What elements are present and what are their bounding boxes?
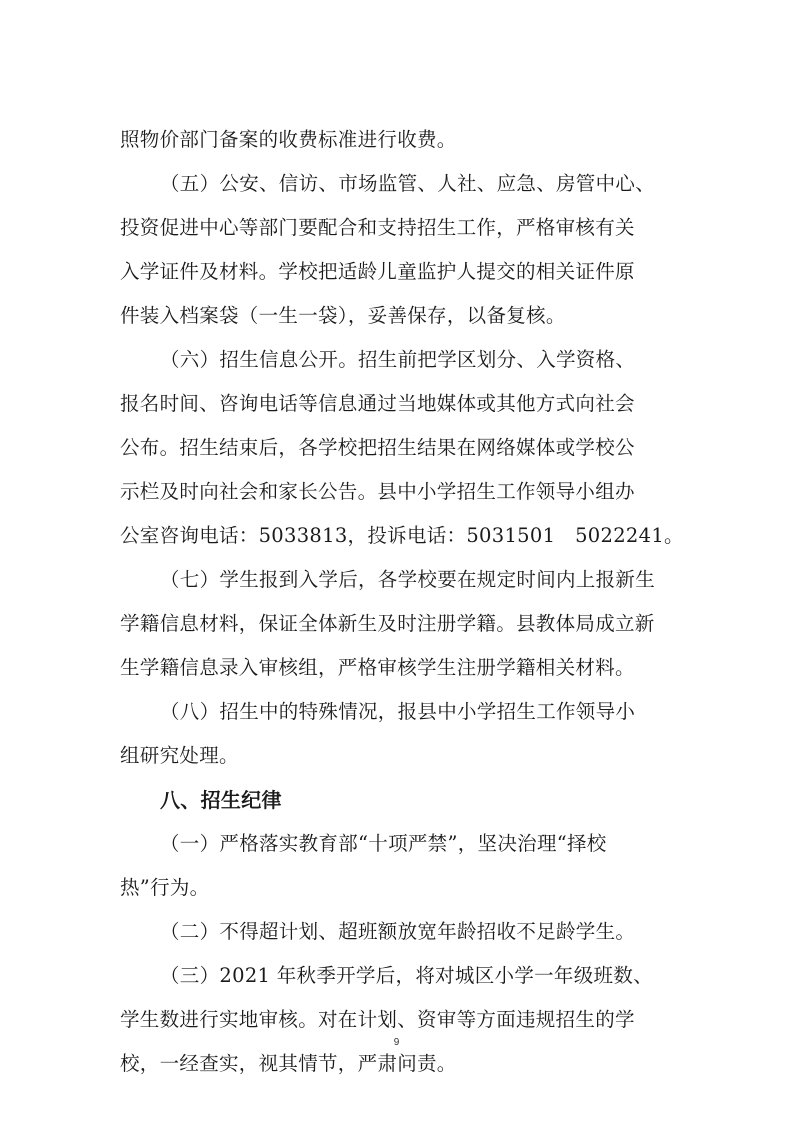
text-line: 热”行为。 <box>120 876 210 899</box>
page-number: 9 <box>393 1037 400 1048</box>
text-line: 生学籍信息录入审核组，严格审核学生注册学籍相关材料。 <box>120 656 635 679</box>
text-line: 学生数进行实地审核。对在计划、资审等方面违规招生的学 <box>120 1008 635 1031</box>
text-line: 示栏及时向社会和家长公告。县中小学招生工作领导小组办 <box>120 480 635 503</box>
document-body <box>120 118 684 1086</box>
text-line: 入学证件及材料。学校把适龄儿童监护人提交的相关证件原 <box>120 260 635 283</box>
paragraph-8-start: （八）招生中的特殊情况，报县中小学招生工作领导小 <box>160 700 636 723</box>
contact-phone-line: 公室咨询电话：5033813，投诉电话：5031501 5022241。 <box>120 524 684 547</box>
paragraph-7-start: （七）学生报到入学后，各学校要在规定时间内上报新生 <box>160 568 656 591</box>
text-line: 照物价部门备案的收费标准进行收费。 <box>120 128 457 151</box>
text-line: 报名时间、咨询电话等信息通过当地媒体或其他方式向社会 <box>120 392 635 415</box>
discipline-item-2: （二）不得超计划、超班额放宽年龄招收不足龄学生。 <box>160 920 636 943</box>
text-line: 组研究处理。 <box>120 744 239 767</box>
discipline-item-3-start: （三）2021 年秋季开学后，将对城区小学一年级班数、 <box>160 964 653 987</box>
text-line: 投资促进中心等部门要配合和支持招生工作，严格审核有关 <box>120 216 635 239</box>
text-line: 学籍信息材料，保证全体新生及时注册学籍。县教体局成立新 <box>120 612 655 635</box>
paragraph-5-start: （五）公安、信访、市场监管、人社、应急、房管中心、 <box>160 172 656 195</box>
discipline-item-1-start: （一）严格落实教育部“十项严禁”，坚决治理“择校 <box>160 832 607 855</box>
text-line: 校，一经查实，视其情节，严肃问责。 <box>120 1052 457 1075</box>
section-heading: 八、招生纪律 <box>160 788 282 812</box>
text-line: 公布。招生结束后，各学校把招生结果在网络媒体或学校公 <box>120 436 635 459</box>
text-line: 件装入档案袋（一生一袋），妥善保存，以备复核。 <box>120 304 566 327</box>
paragraph-6-start: （六）招生信息公开。招生前把学区划分、入学资格、 <box>160 348 636 371</box>
